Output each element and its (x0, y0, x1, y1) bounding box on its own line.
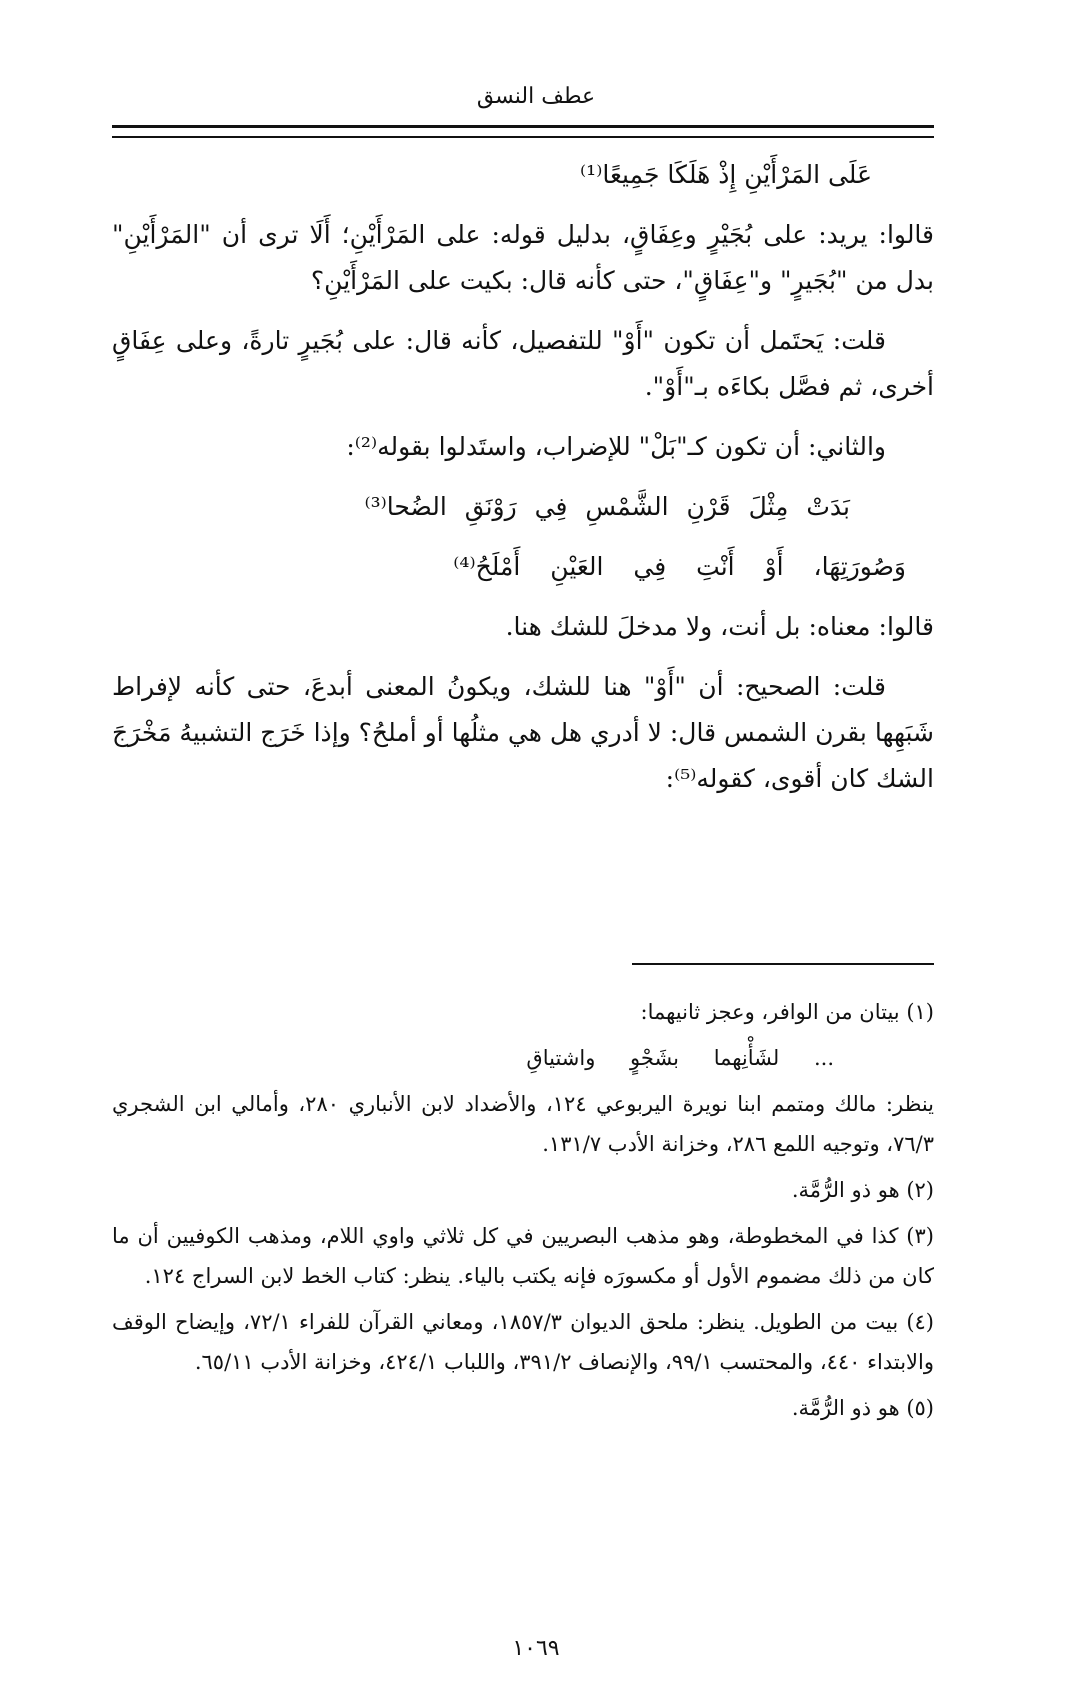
footnote-1-refs: ينظر: مالك ومتمم ابنا نويرة اليربوعي ١٢٤، والأضداد لابن الأنباري ٢٨٠، وأمالي ابن الشجري ٧٦/٣، وتوجيه اللمع ٢٨٦، وخزانة الأدب ١٣١/٧. (112, 1092, 934, 1156)
verse-line-2: بَدَتْ مِثْلَ قَرْنِ الشَّمْسِ فِي رَوْنَقِ الضُحا⁽³⁾ (364, 492, 850, 521)
verse-line-3: وَصُورَتِهَا، أَوْ أَنْتِ فِي العَيْنِ أَمْلَحُ⁽⁴⁾ (453, 552, 906, 581)
footnote-1-intro: (١) بيتان من الوافر، وعجز ثانيهما: (640, 1000, 934, 1024)
paragraph-1: قالوا: يريد: على بُجَيْرٍ وعِفَاقٍ، بدليل قوله: على المَرْأَيْنِ؛ أَلَا ترى أن "المَرْأَيْنِ" بدل من "بُجَيرٍ" و"عِفَاقٍ"، حتى كأنه قال: بكيت على المَرْأَيْنِ؟ (112, 220, 934, 295)
paragraph-2: قلت: يَحتَمل أن تكون "أَوْ" للتفصيل، كأنه قال: على بُجَيرٍ تارةً، وعلى عِفَاقٍ أخرى، ثم فصَّل بكاءَه بـ"أَوْ". (112, 326, 934, 401)
header-rule-thick (112, 125, 934, 128)
footnote-1-verse: ... لشَأْنِهما بشَجْوٍ واشتياقِ (526, 1046, 834, 1070)
footnote-4: (٤) بيت من الطويل. ينظر: ملحق الديوان ١٨٥٧/٣، ومعاني القرآن للفراء ٧٢/١، وإيضاح الوقف والابتداء ٤٤٠، والمحتسب ٩٩/١، والإنصاف ٣٩١/٢، واللباب ٤٢٤/١، وخزانة الأدب ٦٥/١١. (112, 1310, 934, 1374)
footnote-5: (٥) هو ذو الرُّمَّة. (791, 1396, 934, 1420)
paragraph-3: والثاني: أن تكون كـ"بَلْ" للإضراب، واستَدلوا بقوله⁽²⁾: (346, 432, 886, 461)
footnote-2: (٢) هو ذو الرُّمَّة. (791, 1178, 934, 1202)
footnotes (112, 992, 934, 1434)
page-number: ١٠٦٩ (512, 1636, 560, 1661)
paragraph-4: قالوا: معناه: بل أنت، ولا مدخلَ للشك هنا. (505, 612, 934, 641)
verse-line-1: عَلَى المَرْأَيْنِ إِذْ هَلَكَا جَمِيعًا⁽¹⁾ (580, 160, 872, 189)
paragraph-5: قلت: الصحيح: أن "أَوْ" هنا للشك، ويكونُ المعنى أبدعَ، حتى كأنه لإفراط شَبَهِها بقرن الشمس قال: لا أدري هل هي مثلُها أو أملحُ؟ وإذا خَرَج التشبيهُ مَخْرَجَ الشك كان أقوى، كقوله⁽⁵⁾: (112, 672, 934, 793)
running-header: عطف النسق (476, 84, 596, 109)
header-rule-thin (112, 136, 934, 138)
footnote-3: (٣) كذا في المخطوطة، وهو مذهب البصريين في كل ثلاثي واوي اللام، ومذهب الكوفيين أن ما كان من ذلك مضموم الأول أو مكسورَه فإنه يكتب بالياء. ينظر: كتاب الخط لابن السراج ١٢٤. (112, 1224, 934, 1288)
footnote-separator (632, 963, 934, 965)
main-text (112, 152, 934, 816)
